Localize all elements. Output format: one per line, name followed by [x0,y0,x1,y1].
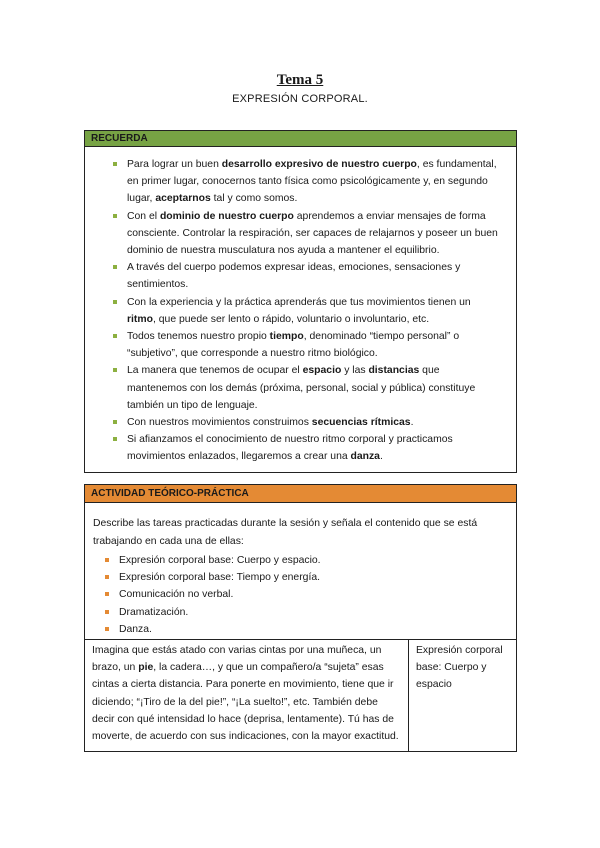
bold-text: distancias [368,365,420,377]
task-row [85,639,516,751]
bold-text: pie [138,662,154,674]
square-bullet-icon [113,214,117,218]
text-run: Todos tenemos nuestro propio [127,331,270,343]
text-run: Imagina que estás atado con varias cintas por una muñeca, un brazo, un [92,645,382,674]
text-run: Si afianzamos el conocimiento de nuestro ritmo corporal y practicamos movimientos enlazados, llegaremos a crear una [127,434,453,463]
actividad-item [119,586,508,603]
document-title: Tema 5 [276,72,324,88]
text-run: , denominado “tiempo personal” o “subjetivo”, que corresponde a nuestro ritmo biológico. [127,331,460,360]
actividad-list [85,552,516,639]
recuerda-header: RECUERDA [85,131,516,147]
square-bullet-icon [113,420,117,424]
actividad-item-label: Dramatización. [119,606,189,618]
bold-text: dominio de nuestro cuerpo [159,210,294,222]
actividad-item-label: Danza. [119,623,152,635]
text-run: . [410,417,414,429]
bold-text: ritmo [127,313,153,325]
square-bullet-icon [113,368,117,372]
task-content: Expresión corporal base: Cuerpo y espacio [416,645,503,691]
text-run: tal y como somos. [210,193,298,205]
actividad-item [119,621,508,638]
actividad-item [119,569,508,586]
text-run: aprendemos a enviar mensajes de forma consciente. Controlar la respiración, ser capaces de relajarnos y poseer un buen dominio de nuestra musculatura nos ayuda a mantener el equilibrio. [127,210,498,257]
text-run: A través del cuerpo podemos expresar ideas, emociones, sensaciones y sentimientos. [127,262,461,291]
document-subtitle: EXPRESIÓN CORPORAL. [232,93,368,105]
recuerda-item [127,208,502,260]
actividad-item-label: Comunicación no verbal. [119,589,234,601]
text-run: que mantenemos con los demás (próxima, personal, social y pública) constituye también un tipo de lenguaje. [127,365,476,411]
bold-text: aceptarnos [155,193,211,205]
text-run: Con nuestros movimientos construimos [127,417,312,429]
square-bullet-icon [105,575,109,579]
recuerda-item [127,259,502,293]
text-run: . [379,451,383,463]
text-run: Para lograr un buen [127,159,222,170]
recuerda-item [127,362,502,414]
square-bullet-icon [113,437,117,441]
square-bullet-icon [105,627,109,631]
recuerda-list [85,147,516,472]
text-run: , es fundamental, en primer lugar, conocernos tanto física como psicológicamente y, en segundo lugar, [127,159,497,205]
square-bullet-icon [113,162,117,166]
actividad-item [119,552,508,569]
bold-text: tiempo [269,331,304,343]
square-bullet-icon [113,334,117,338]
text-run: La manera que tenemos de ocupar el [127,365,303,377]
task-description [85,640,409,751]
square-bullet-icon [113,300,117,304]
bold-text: desarrollo expresivo de nuestro cuerpo [221,159,417,170]
recuerda-item [127,328,502,362]
actividad-item [119,604,508,621]
actividad-intro: Describe las tareas practicadas durante la sesión y señala el contenido que se está trabajando en cada una de ellas: [93,518,478,547]
recuerda-item [127,156,502,208]
square-bullet-icon [105,592,109,596]
text-run: Con la experiencia y la práctica aprenderás que tus movimientos tienen un [127,296,471,308]
actividad-box [84,484,517,752]
square-bullet-icon [113,265,117,269]
recuerda-item [127,431,502,465]
square-bullet-icon [105,610,109,614]
bold-text: danza [350,451,380,463]
square-bullet-icon [105,558,109,562]
actividad-header: ACTIVIDAD TEÓRICO-PRÁCTICA [85,485,516,503]
recuerda-item [127,414,502,431]
text-run: , la cadera…, y que un compañero/a “sujeta” esas cintas a cierta distancia. Para ponerte en movimiento, tiene que ir diciendo; “¡Tiro de la del pie!”, “¡La suelto!”, etc. También debe decir con qué intensidad lo hace (deprisa, lentamente). Tú has de moverte, de acuerdo con sus indicaciones, con la mayor exactitud. [92,662,399,743]
text-run: Con el [127,210,160,222]
actividad-item-label: Expresión corporal base: Cuerpo y espacio. [119,555,321,566]
bold-text: espacio [302,365,342,377]
text-run: y las [341,365,369,377]
recuerda-item [127,294,502,328]
actividad-item-label: Expresión corporal base: Tiempo y energía. [119,572,320,584]
bold-text: secuencias rítmicas [311,417,411,429]
text-run: , que puede ser lento o rápido, voluntario o involuntario, etc. [152,313,430,325]
recuerda-box [84,130,517,473]
